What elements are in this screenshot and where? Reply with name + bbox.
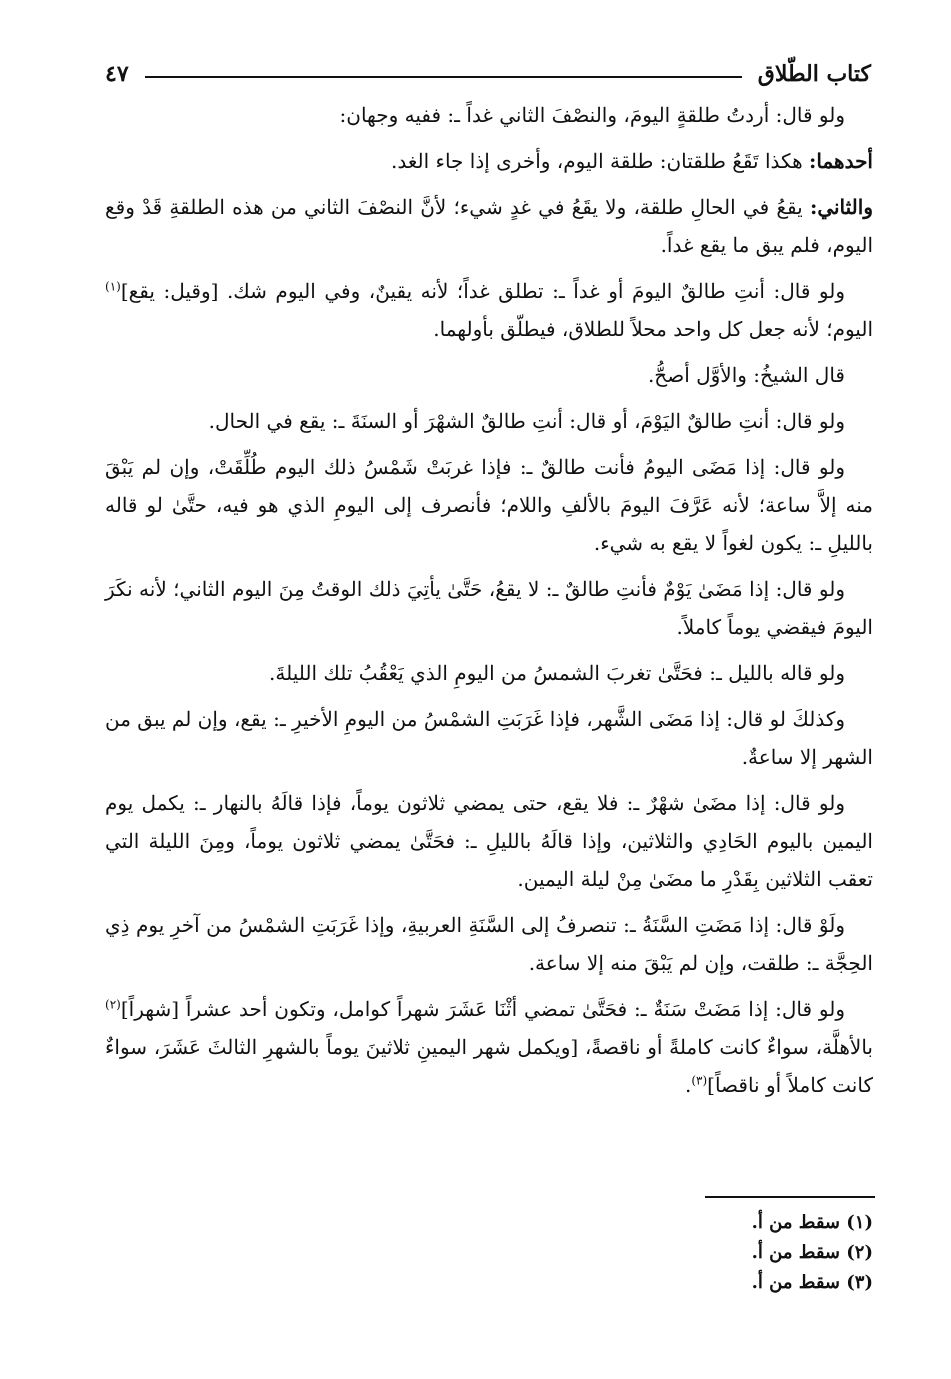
footnote-marker: (٣) [691,1073,708,1088]
footnote-marker: (٢) [105,997,121,1012]
paragraph-text: هكذا تَقَعُ طلقتان: طلقة اليوم، وأخرى إذا جاء الغد. [391,149,809,173]
paragraph-text: ولو قاله بالليل ـ: فحَتَّىٰ تغربَ الشمسُ من اليومِ الذي يَعْقُبُ تلك الليلةَ. [269,661,845,685]
paragraph [105,272,873,348]
paragraph [105,990,873,1104]
paragraph-text: ولو قال: إذا مَضَىٰ يَوْمٌ فأنتِ طالقٌ ـ: لا يقعُ، حَتَّىٰ يأتِيَ ذلك الوقتُ مِنَ اليوم الثاني؛ لأنه نكَرَ اليومَ فيقضي يوماً كاملاً. [105,577,873,639]
paragraph [105,142,873,180]
main-text [105,96,873,1112]
paragraph-text: بالأهلَّة، سواءٌ كانت كاملةً أو ناقصةً، [ويكمل شهر اليمينِ ثلاثينَ يوماً بالشهرِ الثالثَ عَشَرَ، سواءٌ كانت كاملاً أو ناقصاً] [105,1035,873,1097]
footnote: (٣) سقط من أ. [751,1272,873,1293]
paragraph-lead: أحدهما: [808,149,873,173]
footnote-separator [705,1196,875,1198]
paragraph-text: قال الشيخُ: والأوَّل أصحُّ. [647,363,845,387]
running-header [105,54,871,94]
paragraph [105,654,873,692]
paragraph [105,356,873,394]
paragraph [105,784,873,898]
page-number: ٤٧ [105,61,129,87]
paragraph [105,96,873,134]
paragraph-text: . [684,1073,692,1097]
paragraph-text: اليوم؛ لأنه جعل كل واحد محلاً للطلاق، فيطلّق بأولهما. [433,317,873,341]
paragraph [105,570,873,646]
book-title: كتاب الطّلاق [757,61,871,87]
paragraph-text: ولو قال: إذا مَضَى اليومُ فأنت طالقٌ ـ: فإذا غربَتْ شَمْسُ ذلك اليوم طُلِّقَتْ، وإن لم يَبْقَ منه إلاَّ ساعة؛ لأنه عَرَّفَ اليومَ بالألفِ واللام؛ فأنصرف إلى اليومِ الذي هو فيه، حتَّىٰ لو قاله بالليلِ ـ: يكون لغواً لا يقع به شيء. [105,455,873,555]
footnote-marker: (١) [105,279,121,294]
paragraph-lead: والثاني: [809,195,873,219]
paragraph [105,700,873,776]
paragraph [105,448,873,562]
paragraph-text: ولو قال: أنتِ طالقٌ اليَوْمَ، أو قال: أنتِ طالقٌ الشهْرَ أو السنَةَ ـ: يقع في الحال. [208,409,845,433]
paragraph-text: ولَوْ قال: إذا مَضَتِ السَّنَةُ ـ: تنصرفُ إلى السَّنَةِ العربيةِ، وإذا غَرَبَتِ الشمْسُ من آخرِ يوم ذِي الحِجَّة ـ: طلقت، وإن لم يَبْقَ منه إلا ساعة. [105,913,873,975]
paragraph-text: يقعُ في الحالِ طلقة، ولا يقَعُ في غدٍ شيء؛ لأنَّ النصْفَ الثاني من هذه الطلقةِ قَدْ وقع اليوم، فلم يبق ما يقع غداً. [105,195,873,257]
paragraph [105,188,873,264]
paragraph-text: ولو قال: أنتِ طالقٌ اليومَ أو غداً ـ: تطلق غداً؛ لأنه يقينٌ، وفي اليوم شك. [وقيل: يقع] [120,279,845,303]
paragraph [105,906,873,982]
footnote: (٢) سقط من أ. [751,1242,873,1263]
header-rule [145,76,742,78]
paragraph-text: ولو قال: إذا مضَىٰ شهْرٌ ـ: فلا يقع، حتى يمضي ثلاثون يوماً، فإذا قالَهُ بالنهار ـ: يكمل يوم اليمين باليوم الحَادِي والثلاثين، وإذا قالَهُ بالليلِ ـ: فحَتَّىٰ يمضي ثلاثون يوماً، ومِنَ الليلة التي تعقب الثلاثين بِقَدْرِ ما مضَىٰ مِنْ ليلة اليمين. [105,791,873,891]
paragraph-text: ولو قال: أردتُ طلقةٍ اليومَ، والنصْفَ الثاني غداً ـ: ففيه وجهان: [339,103,845,127]
paragraph-text: ولو قال: إذا مَضَتْ سَنَةٌ ـ: فحَتَّىٰ تمضي أثْنَا عَشَرَ شهراً كوامل، وتكون أحد عشراً [شهراً] [120,997,845,1021]
footnote: (١) سقط من أ. [751,1212,873,1233]
footnotes [473,1208,873,1298]
paragraph-text: وكذلكَ لو قال: إذا مَضَى الشَّهر، فإذا غَرَبَتِ الشمْسُ من اليومِ الأخيرِ ـ: يقع، وإن لم يبق من الشهر إلا ساعةٌ. [104,707,873,769]
paragraph [105,402,873,440]
